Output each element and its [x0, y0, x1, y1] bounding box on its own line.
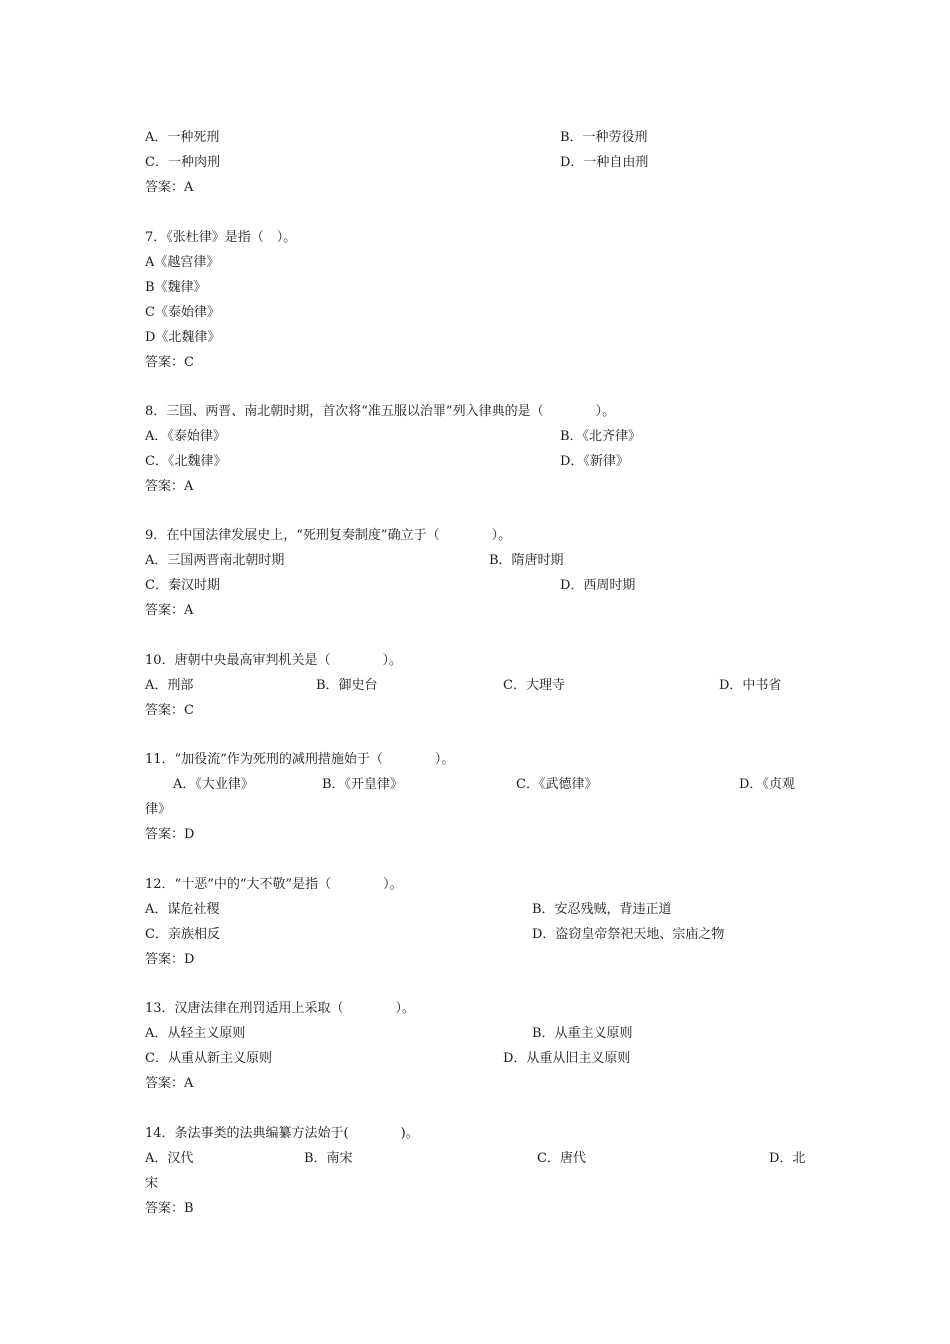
q7-option-a: A《越宫律》 — [145, 255, 220, 270]
q8-answer: 答案：A — [145, 479, 194, 494]
q9-text: 9．在中国法律发展史上，“死刑复奏制度”确立于（ ）。 — [145, 528, 512, 543]
q6-option-b: B．一种劳役刑 — [560, 130, 648, 145]
q10-option-a: A．刑部 — [145, 678, 194, 693]
q12-option-b: B．安忍残贼，背违正道 — [532, 902, 672, 917]
q13-answer: 答案：A — [145, 1076, 194, 1091]
q7-answer: 答案：C — [145, 355, 194, 370]
q13-option-a: A．从轻主义原则 — [145, 1026, 246, 1041]
q11-text: 11．“加役流”作为死刑的减刑措施始于（ ）。 — [145, 752, 455, 767]
q12-text: 12．“十恶”中的“大不敬”是指（ ）。 — [145, 877, 403, 892]
q9-option-d: D．西周时期 — [560, 578, 636, 593]
q9-answer: 答案：A — [145, 603, 194, 618]
q11-option-b: B．《开皇律》 — [322, 777, 404, 792]
q10-option-b: B．御史台 — [316, 678, 378, 693]
q9-option-b: B．隋唐时期 — [489, 553, 564, 568]
q8-text: 8．三国、两晋、南北朝时期，首次将“准五服以治罪”列入律典的是（ ）。 — [145, 404, 616, 419]
q8-option-a: A．《泰始律》 — [145, 429, 226, 444]
q13-option-b: B．从重主义原则 — [532, 1026, 633, 1041]
q10-text: 10．唐朝中央最高审判机关是（ ）。 — [145, 653, 403, 668]
q11-option-a: A．《大业律》 — [173, 777, 254, 792]
q11-option-d: D．《贞观 — [739, 777, 795, 792]
q13-option-c: C．从重从新主义原则 — [145, 1051, 272, 1066]
q9-option-c: C．秦汉时期 — [145, 578, 220, 593]
q11-option-d-continued: 律》 — [145, 802, 172, 817]
q12-option-d: D．盗窃皇帝祭祀天地、宗庙之物 — [532, 927, 725, 942]
q12-option-a: A．谋危社稷 — [145, 902, 220, 917]
q7-option-d: D《北魏律》 — [145, 330, 221, 345]
q14-option-c: C．唐代 — [537, 1151, 586, 1166]
q11-answer: 答案：D — [145, 827, 195, 842]
q11-option-c: C．《武德律》 — [516, 777, 598, 792]
q8-option-b: B．《北齐律》 — [560, 429, 642, 444]
q6-option-d: D．一种自由刑 — [560, 155, 649, 170]
q8-option-c: C．《北魏律》 — [145, 454, 227, 469]
q7-option-c: C《泰始律》 — [145, 305, 220, 320]
q14-option-d-continued: 宋 — [145, 1176, 159, 1191]
q13-option-d: D．从重从旧主义原则 — [503, 1051, 631, 1066]
q14-option-a: A．汉代 — [145, 1151, 194, 1166]
q14-text: 14．条法事类的法典编纂方法始于( )。 — [145, 1126, 419, 1141]
q7-option-b: B《魏律》 — [145, 280, 207, 295]
q14-option-b: B．南宋 — [304, 1151, 353, 1166]
q9-option-a: A．三国两晋南北朝时期 — [145, 553, 285, 568]
q10-answer: 答案：C — [145, 703, 194, 718]
q14-answer: 答案：B — [145, 1201, 194, 1216]
q7-text: 7．《张杜律》是指（ ）。 — [145, 230, 297, 245]
q6-option-a: A．一种死刑 — [145, 130, 220, 145]
q6-option-c: C．一种肉刑 — [145, 155, 220, 170]
q14-option-d: D．北 — [769, 1151, 806, 1166]
q10-option-c: C．大理寺 — [503, 678, 565, 693]
q6-answer: 答案：A — [145, 180, 194, 195]
q10-option-d: D．中书省 — [719, 678, 782, 693]
q8-option-d: D．《新律》 — [560, 454, 629, 469]
q12-option-c: C．亲族相反 — [145, 927, 220, 942]
q12-answer: 答案：D — [145, 952, 195, 967]
q13-text: 13．汉唐法律在刑罚适用上采取（ ）。 — [145, 1001, 416, 1016]
